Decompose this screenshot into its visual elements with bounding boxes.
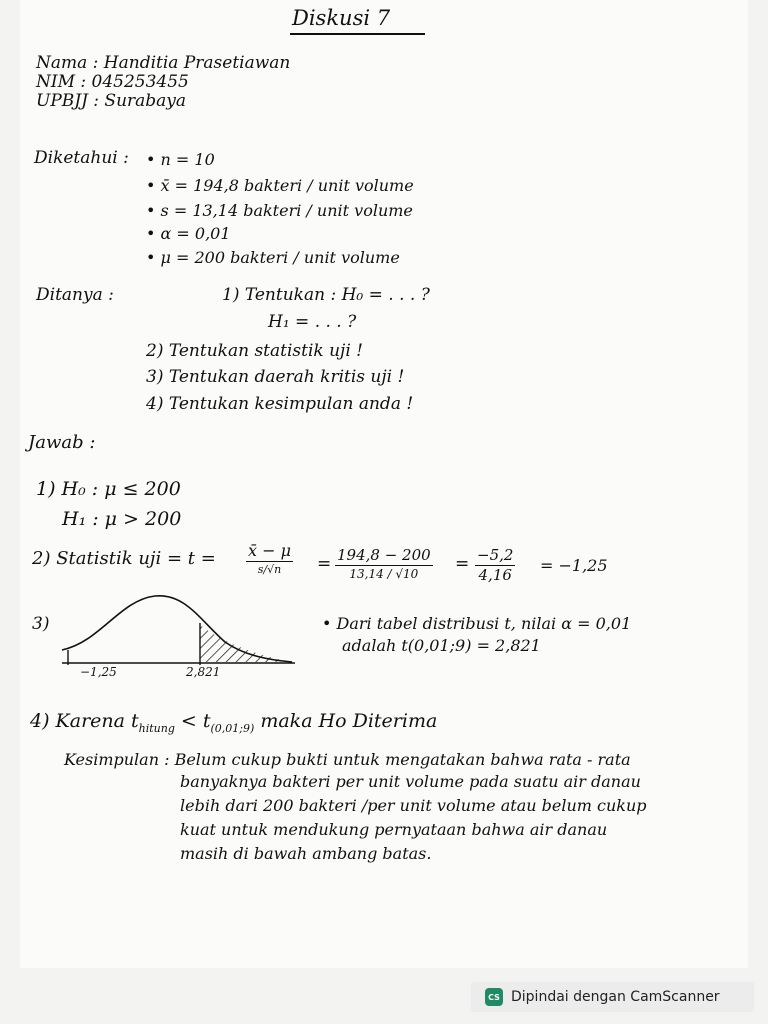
t-hitung-tick-label: −1,25 bbox=[80, 665, 117, 679]
decision-text: maka Ho Diterima bbox=[254, 710, 438, 732]
decision-subscript: hitung bbox=[138, 721, 175, 735]
conclusion-line: kuat untuk mendukung pernyataan bahwa air danau bbox=[180, 820, 608, 839]
decision-text: 4) Karena t bbox=[30, 710, 139, 732]
conclusion-line: lebih dari 200 bakteri /per unit volume atau belum cukup bbox=[180, 796, 647, 815]
equals-sign: = bbox=[455, 554, 470, 574]
substituted-numerator: 194,8 − 200 bbox=[337, 546, 431, 564]
table-note-line1: • Dari tabel distribusi t, nilai α = 0,01 bbox=[322, 614, 632, 633]
answer-h1: H₁ : μ > 200 bbox=[62, 508, 182, 530]
formula-numerator: x̄ − μ bbox=[248, 541, 291, 560]
camscanner-watermark bbox=[471, 982, 754, 1012]
jawab-label: Jawab : bbox=[28, 432, 96, 453]
simplified-denominator: 4,16 bbox=[478, 566, 512, 584]
question-3: 3) Tentukan daerah kritis uji ! bbox=[146, 367, 405, 387]
decision-text: < t bbox=[174, 710, 211, 732]
simplified-numerator: −5,2 bbox=[477, 546, 514, 564]
question-1: 1) Tentukan : H₀ = . . . ? bbox=[222, 285, 430, 305]
given-item: • x̄ = 194,8 bakteri / unit volume bbox=[146, 176, 414, 195]
diketahui-label: Diketahui : bbox=[34, 148, 129, 168]
formula-fraction bbox=[246, 543, 293, 575]
given-item: • μ = 200 bakteri / unit volume bbox=[146, 248, 400, 267]
conclusion-line: banyaknya bakteri per unit volume pada suatu air danau bbox=[180, 772, 641, 791]
watermark-text: Dipindai dengan CamScanner bbox=[511, 989, 720, 1005]
formula-denominator: s/√n bbox=[257, 563, 282, 576]
camscanner-logo-icon: CS bbox=[485, 988, 503, 1006]
question-2: 2) Tentukan statistik uji ! bbox=[146, 341, 363, 361]
ditanya-label: Ditanya : bbox=[36, 285, 114, 305]
student-nim: NIM : 045253455 bbox=[36, 72, 189, 92]
answer-statistic-label: 2) Statistik uji = t = bbox=[32, 548, 216, 569]
student-name: Nama : Handitia Prasetiawan bbox=[36, 53, 291, 73]
decision-subscript: (0,01;9) bbox=[210, 721, 255, 735]
conclusion-line: Kesimpulan : Belum cukup bukti untuk mengatakan bahwa rata - rata bbox=[64, 750, 631, 769]
equals-sign: = bbox=[317, 554, 332, 574]
answer-3-number: 3) bbox=[32, 614, 50, 634]
conclusion-decision bbox=[30, 712, 437, 734]
t-distribution-sketch bbox=[60, 590, 300, 670]
critical-tick-label: 2,821 bbox=[186, 665, 221, 679]
given-item: • α = 0,01 bbox=[146, 224, 231, 243]
given-item: • n = 10 bbox=[146, 150, 215, 169]
substituted-fraction bbox=[335, 548, 433, 580]
density-curve bbox=[62, 596, 292, 662]
statistic-result: = −1,25 bbox=[540, 556, 608, 575]
page-title: Diskusi 7 bbox=[292, 6, 391, 30]
table-note-line2: adalah t(0,01;9) = 2,821 bbox=[342, 636, 541, 655]
question-1-h1: H₁ = . . . ? bbox=[268, 312, 357, 332]
conclusion-line: masih di bawah ambang batas. bbox=[180, 844, 432, 863]
given-item: • s = 13,14 bakteri / unit volume bbox=[146, 201, 413, 220]
answer-h0: 1) H₀ : μ ≤ 200 bbox=[36, 478, 181, 500]
title-underline bbox=[290, 33, 425, 35]
student-upbjj: UPBJJ : Surabaya bbox=[36, 91, 187, 111]
substituted-denominator: 13,14 / √10 bbox=[349, 567, 419, 581]
question-4: 4) Tentukan kesimpulan anda ! bbox=[146, 394, 414, 414]
simplified-fraction bbox=[475, 548, 515, 583]
